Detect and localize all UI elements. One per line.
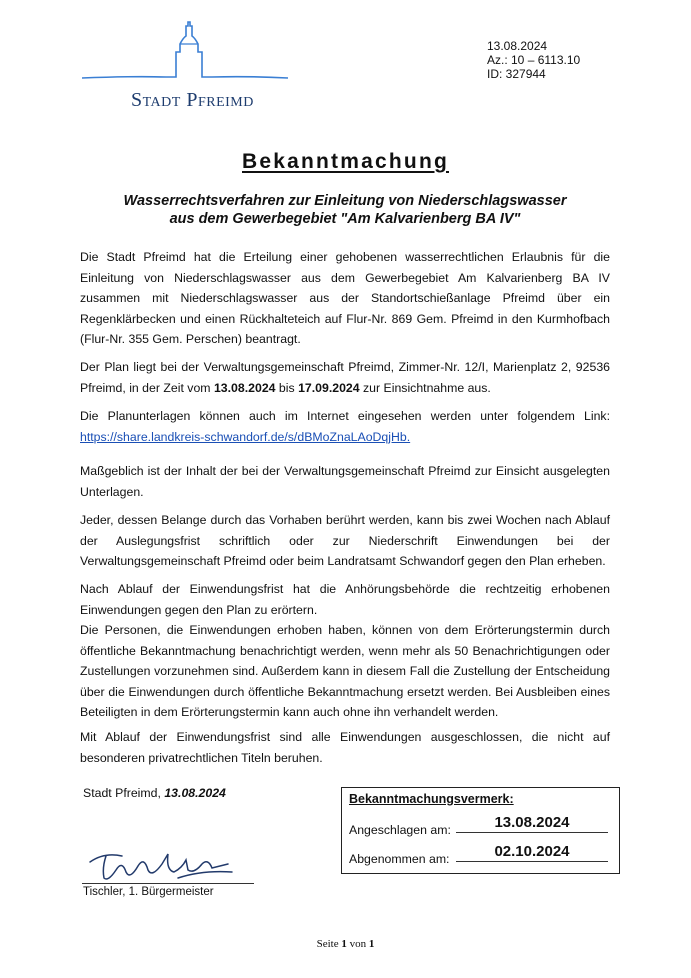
page-number: 1 bbox=[341, 938, 347, 950]
posted-date: 13.08.2024 bbox=[456, 814, 608, 833]
removed-date: 02.10.2024 bbox=[456, 843, 608, 862]
signature-date: 13.08.2024 bbox=[164, 786, 226, 800]
signature-place-date: Stadt Pfreimd, 13.08.2024 bbox=[83, 786, 226, 800]
paragraph-objections: Jeder, dessen Belange durch das Vorhaben berührt werden, kann bis zwei Wochen nach Ablauf der Auslegungsfrist schriftlich oder zur Niederschrift Einwendungen bei der Verwaltungsgemeinschaft Pfreimd oder beim Landratsamt Schwandorf gegen den Plan erheben. bbox=[80, 513, 610, 568]
display-end-date: 17.09.2024 bbox=[298, 380, 360, 395]
page-title: Bekanntmachung bbox=[242, 150, 449, 173]
document-id: ID: 327944 bbox=[487, 67, 546, 81]
logo-text: Stadt Pfreimd bbox=[131, 89, 254, 111]
paragraph-online: Die Planunterlagen können auch im Internet eingesehen werden unter folgendem Link: https://share.landkreis-schwandorf.de/s/dBMoZnaLAoDqjHb. bbox=[80, 409, 610, 444]
publication-note-title: Bekanntmachungsvermerk: bbox=[349, 792, 514, 806]
handwritten-signature bbox=[82, 848, 262, 884]
display-start-date: 13.08.2024 bbox=[213, 380, 276, 395]
posted-label: Angeschlagen am: bbox=[349, 823, 451, 837]
removed-label: Abgenommen am: bbox=[349, 852, 450, 866]
paragraph-authoritative: Maßgeblich ist der Inhalt der bei der Verwaltungsgemeinschaft Pfreimd zur Einsicht ausgelegten Unterlagen. bbox=[80, 464, 610, 499]
subtitle-line-1: Wasserrechtsverfahren zur Einleitung von Niederschlagswasser bbox=[123, 193, 567, 209]
paragraph-hearing: Nach Ablauf der Einwendungsfrist hat die Anhörungsbehörde die rechtzeitig erhobenen Einwendungen gegen den Plan zu erörtern. Die Personen, die Einwendungen erhoben haben, können von dem Erörterungstermin durch öffentliche Bekanntmachung benachrichtigt werden, wenn mehr als 50 Benachrichtigungen oder Zustellungen vorzunehmen sind. Außerdem kann in diesem Fall die Zustellung der Entscheidung über die Einwendungen durch öffentliche Bekanntmachung ersetzt werden. Bei Ausbleiben eines Beteiligten in dem Erörterungstermin kann auch ohne ihn verhandelt werden. bbox=[80, 582, 610, 719]
page-total: 1 bbox=[368, 938, 375, 950]
plan-documents-link[interactable]: https://share.landkreis-schwandorf.de/s/dBMoZnaLAoDqjHb. bbox=[80, 429, 411, 444]
page-footer: Seite 1 von 1 bbox=[316, 938, 375, 950]
publication-note-box bbox=[341, 787, 620, 874]
subtitle-line-2: aus dem Gewerbegebiet "Am Kalvarienberg BA IV" bbox=[169, 211, 521, 227]
signer-name: Tischler, 1. Bürgermeister bbox=[83, 886, 214, 898]
subtitle bbox=[80, 192, 610, 228]
paragraph-plan-display: Der Plan liegt bei der Verwaltungsgemeinschaft Pfreimd, Zimmer-Nr. 12/I, Marienplatz 2, 92536 Pfreimd, in der Zeit vom 13.08.2024 bis 17.09.2024 zur Einsichtnahme aus. bbox=[80, 360, 610, 395]
document-date: 13.08.2024 bbox=[487, 39, 548, 53]
file-number: Az.: 10 – 6113.10 bbox=[487, 53, 581, 67]
signature-line bbox=[82, 883, 254, 884]
paragraph-application: Die Stadt Pfreimd hat die Erteilung einer gehobenen wasserrechtlichen Erlaubnis für die Einleitung von Niederschlagswasser aus dem Gewerbegebiet Am Kalvarienberg BA IV zusammen mit Niederschlagswasser aus der Standortschießanlage Pfreimd über ein Regenklärbecken und einen Rückhalteteich auf Flur-Nr. 869 Gem. Pfreimd in den Kurmhofbach (Flur-Nr. 355 Gem. Perschen) beantragt. bbox=[80, 250, 610, 346]
document-meta bbox=[487, 39, 580, 81]
paragraph-exclusion: Mit Ablauf der Einwendungsfrist sind alle Einwendungen ausgeschlossen, die nicht auf besonderen privatrechtlichen Titeln beruhen. bbox=[80, 730, 610, 765]
